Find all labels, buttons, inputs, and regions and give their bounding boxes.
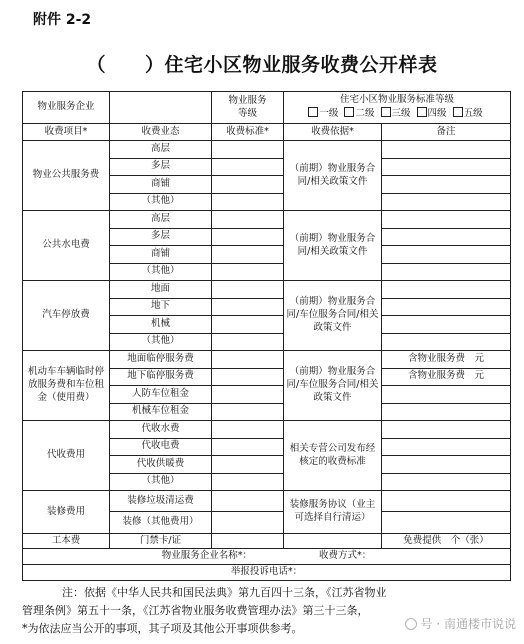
item-label: 商铺 (110, 246, 212, 264)
item-label: 商铺 (110, 176, 212, 194)
col-header-item: 收费项目* (23, 124, 110, 141)
remark-cell[interactable] (382, 263, 511, 281)
remark-cell[interactable] (382, 473, 511, 491)
standard-cell[interactable] (212, 263, 284, 281)
level-label (212, 92, 284, 124)
item-label: 地面临停服务费 (110, 351, 212, 369)
column-header-row (23, 124, 511, 141)
remark-cell[interactable]: 含物业服务费 元 (382, 368, 511, 386)
col-header-type: 收费业态 (110, 124, 212, 141)
remark-cell[interactable] (382, 456, 511, 474)
remark-cell[interactable] (382, 438, 511, 456)
item-label: （其他） (110, 473, 212, 491)
level-label-line2: 等级 (237, 107, 257, 119)
remark-card[interactable]: 免费提供 个（张） (382, 534, 511, 549)
standard-cell[interactable] (212, 246, 284, 264)
level-label-line1: 物业服务 (228, 94, 267, 106)
basis-public-service: （前期）物业服务合同/相关政策文件 (284, 141, 382, 211)
standard-cell[interactable] (212, 333, 284, 351)
standard-cell[interactable] (212, 386, 284, 404)
remark-cell[interactable] (382, 211, 511, 229)
standard-cell[interactable] (212, 491, 284, 512)
remark-cell[interactable] (382, 403, 511, 421)
remark-cell[interactable] (382, 512, 511, 534)
col-header-basis: 收费依据* (284, 124, 382, 141)
col-header-standard: 收费标准* (212, 124, 284, 141)
enterprise-label: 物业服务企业 (23, 92, 110, 124)
basis-card (284, 534, 382, 549)
standard-cell[interactable] (212, 228, 284, 246)
item-label: 代收电费 (110, 438, 212, 456)
page-title: （ ）住宅小区物业服务收费公开样表 (86, 54, 438, 76)
item-label: 多层 (110, 228, 212, 246)
remark-cell[interactable] (382, 158, 511, 176)
footer-row-2 (23, 565, 511, 581)
item-label: 高层 (110, 141, 212, 159)
note-line-2: 管理条例》第五十一条，《江苏省物业服务收费管理办法》第三十三条， (22, 604, 369, 617)
group-name-renovation: 装修费用 (23, 491, 110, 534)
grade-checkbox-2[interactable] (344, 107, 354, 117)
enterprise-value (110, 92, 212, 124)
group-name-agency: 代收费用 (23, 421, 110, 491)
standard-cell[interactable] (212, 403, 284, 421)
watermark-text: 号 · 南通楼市说说 (420, 617, 516, 631)
standard-cell[interactable] (212, 473, 284, 491)
remark-cell[interactable] (382, 176, 511, 194)
standard-grade-label: 住宅小区物业服务标准等级 (340, 94, 455, 106)
remark-cell[interactable] (382, 421, 511, 439)
standard-cell[interactable] (212, 456, 284, 474)
note-line-1: 注：依据《中华人民共和国民法典》第九百四十三条，《江苏省物业 (62, 586, 387, 599)
item-label: （其他） (110, 263, 212, 281)
item-label: 代收水费 (110, 421, 212, 439)
item-label: 人防车位租金 (110, 386, 212, 404)
item-label: 装修（其他费用） (110, 512, 212, 534)
remark-cell[interactable] (382, 316, 511, 334)
item-label: （其他） (110, 193, 212, 211)
standard-cell[interactable] (212, 298, 284, 316)
remark-cell[interactable] (382, 228, 511, 246)
remark-cell[interactable] (382, 246, 511, 264)
group-name-water-power: 公共水电费 (23, 211, 110, 281)
standard-cell[interactable] (212, 158, 284, 176)
item-label: 地下临停服务费 (110, 368, 212, 386)
remark-cell[interactable] (382, 386, 511, 404)
remark-cell[interactable] (382, 491, 511, 512)
basis-water-power: （前期）物业服务合同/相关政策文件 (284, 211, 382, 281)
item-label: 多层 (110, 158, 212, 176)
standard-cell[interactable] (212, 211, 284, 229)
item-label: 装修垃圾清运费 (110, 491, 212, 512)
group-name-card: 工本费 (23, 534, 110, 549)
standard-cell[interactable] (212, 176, 284, 194)
basis-parking: （前期）物业服务合同/车位服务合同/相关政策文件 (284, 281, 382, 351)
grade-checkbox-4[interactable] (417, 107, 427, 117)
standard-cell[interactable] (212, 316, 284, 334)
item-label: 门禁卡/证 (110, 534, 212, 549)
standard-cell[interactable] (212, 193, 284, 211)
grade-checkbox-1[interactable] (308, 107, 318, 117)
note-line-3: *为依法应当公开的事项，其子项及其他公开事项供参考。 (22, 622, 303, 635)
remark-cell[interactable] (382, 298, 511, 316)
watermark (405, 615, 516, 632)
group-name-temp-parking: 机动车车辆临时停放服务费和车位租金（使用费） (23, 351, 110, 421)
item-label: 地下 (110, 298, 212, 316)
standard-cell[interactable] (212, 438, 284, 456)
item-label: 代收供暖费 (110, 456, 212, 474)
standard-cell[interactable] (212, 281, 284, 299)
grade-checkbox-3[interactable] (381, 107, 391, 117)
remark-cell[interactable] (382, 281, 511, 299)
item-label: 地面 (110, 281, 212, 299)
grade-label-5: 五级 (463, 108, 483, 119)
grade-label-1: 一级 (319, 108, 339, 119)
remark-cell[interactable]: 含物业服务费 元 (382, 351, 511, 369)
group-name-public-service: 物业公共服务费 (23, 141, 110, 211)
remark-cell[interactable] (382, 141, 511, 159)
remark-cell[interactable] (382, 333, 511, 351)
basis-agency: 相关专营公司发布经核定的收费标准 (284, 421, 382, 491)
standard-cell[interactable] (212, 351, 284, 369)
fee-table (22, 91, 511, 581)
item-label: 机械车位租金 (110, 403, 212, 421)
standard-cell[interactable] (212, 368, 284, 386)
group-name-parking: 汽车停放费 (23, 281, 110, 351)
grade-label-2: 二级 (355, 108, 375, 119)
grade-label-4: 四级 (427, 108, 447, 119)
standard-cell[interactable] (212, 141, 284, 159)
item-label: 高层 (110, 211, 212, 229)
account-icon (405, 618, 417, 630)
item-label: 机械 (110, 316, 212, 334)
remark-cell[interactable] (382, 193, 511, 211)
complaint-label: 举报投诉电话*： (230, 566, 303, 578)
col-header-remark: 备注 (382, 124, 511, 141)
standard-cell[interactable] (212, 512, 284, 534)
standard-cell[interactable] (212, 421, 284, 439)
footer-row-1 (23, 549, 511, 565)
grade-checkbox-5[interactable] (453, 107, 463, 117)
grade-label-3: 三级 (391, 108, 411, 119)
payment-label: 收费方式*： (319, 550, 372, 562)
header-row (23, 92, 511, 124)
attachment-label: 附件 2-2 (33, 12, 92, 28)
standard-grade-cell (284, 92, 511, 124)
basis-renovation: 装修服务协议（业主可选择自行清运） (284, 491, 382, 534)
enterprise-name-label: 物业服务企业名称*： (161, 550, 252, 562)
basis-temp-parking: （前期）物业服务合同/车位服务合同/相关政策文件 (284, 351, 382, 421)
item-label: （其他） (110, 333, 212, 351)
standard-cell[interactable] (212, 534, 284, 549)
